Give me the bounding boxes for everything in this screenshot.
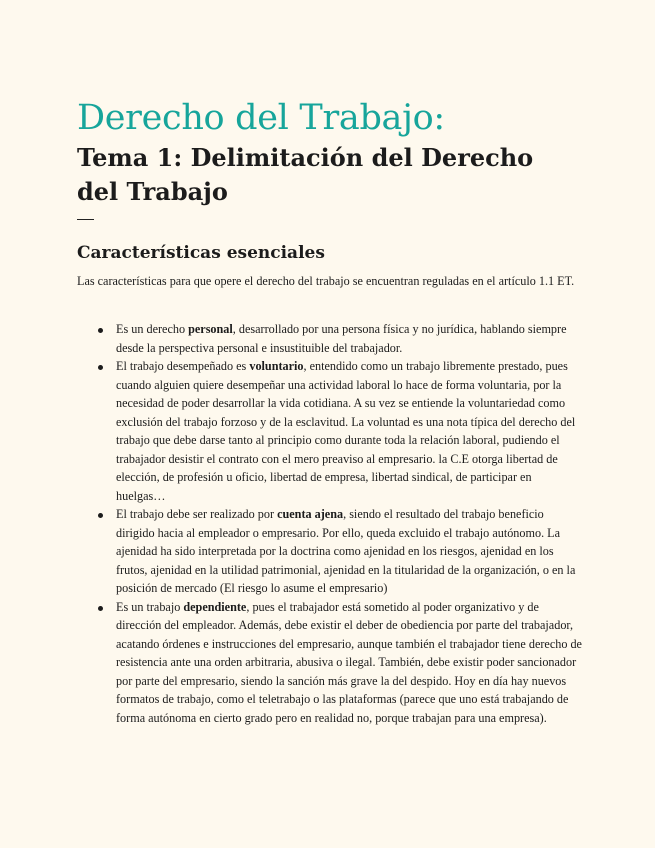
- bullet-keyword: dependiente: [183, 599, 247, 614]
- bullet-text: El trabajo debe ser realizado por: [116, 507, 278, 521]
- title-divider: [77, 219, 94, 220]
- document-subtitle: Tema 1: Delimitación del Derecho del Trabajo: [77, 143, 534, 206]
- bullet-icon: [98, 328, 103, 333]
- bullet-icon: [98, 606, 103, 611]
- bullet-text: Es un trabajo: [116, 599, 184, 614]
- intro-paragraph: Las características para que opere el derecho del trabajo se encuentran reguladas en el artículo 1.1 ET.: [77, 274, 575, 288]
- list-item-voluntario: [77, 357, 582, 505]
- section-heading: Características esenciales: [77, 243, 325, 263]
- bullet-keyword: voluntario: [249, 359, 304, 373]
- characteristics-list: [77, 320, 582, 727]
- bullet-text: Es un derecho: [116, 322, 189, 336]
- bullet-keyword: personal: [188, 322, 233, 336]
- list-item-cuenta-ajena: [77, 505, 582, 598]
- bullet-text: , entendido como un trabajo libremente prestado, pues cuando alguien quiere desempeñar una actividad laboral lo hace de forma voluntaria, por la necesidad de poder desarrollar la vida cotidiana. A su vez se entiende la voluntariedad como exclusión del trabajo forzoso y de la esclavitud. La voluntad es una nota típica del derecho del trabajo que debe darse tanto al principio como durante toda la relación laboral, pudiendo el trabajador desistir el contrato con el mero preaviso al empresario. la C.E otorga libertad de elección, de profesión u oficio, libertad de empresa, libertad sindical, de participar en huelgas…: [116, 359, 576, 503]
- list-item-dependiente: [77, 598, 582, 728]
- bullet-text: El trabajo desempeñado es: [116, 359, 250, 373]
- bullet-icon: [98, 365, 103, 370]
- bullet-text: , pues el trabajador está sometido al poder organizativo y de dirección del empleador. Además, debe existir el deber de obediencia por parte del trabajador, acatando órdenes e instrucciones del empresario, aunque también el trabajador tiene derecho de resistencia ante una orden arbitraria, abusiva o ilegal. También, debe existir poder sancionador por parte del empresario, siendo la sanción más grave la del despido. Hoy en día hay nuevos formatos de trabajo, como el teletrabajo o las plataformas (parece que uno está trabajando de forma autónoma en cierto grado pero en realidad no, porque trabajan para una empresa).: [116, 599, 582, 725]
- bullet-text: , siendo el resultado del trabajo beneficio dirigido hacia al empleador o empresario. Por ello, queda excluido el trabajo autónomo. La ajenidad ha sido interpretada por la doctrina como ajenidad en los riesgos, ajenidad en los frutos, ajenidad en la utilidad patrimonial, ajenidad en la titularidad de la organización, o en la posición de mercado (El riesgo lo asume el empresario): [116, 507, 576, 595]
- document-title: Derecho del Trabajo:: [77, 98, 445, 138]
- bullet-text: , desarrollado por una persona física y no jurídica, hablando siempre desde la perspectiva personal e insustituible del trabajador.: [116, 322, 567, 355]
- bullet-keyword: cuenta ajena: [277, 507, 344, 521]
- list-item-personal: [77, 320, 582, 357]
- bullet-icon: [98, 513, 103, 518]
